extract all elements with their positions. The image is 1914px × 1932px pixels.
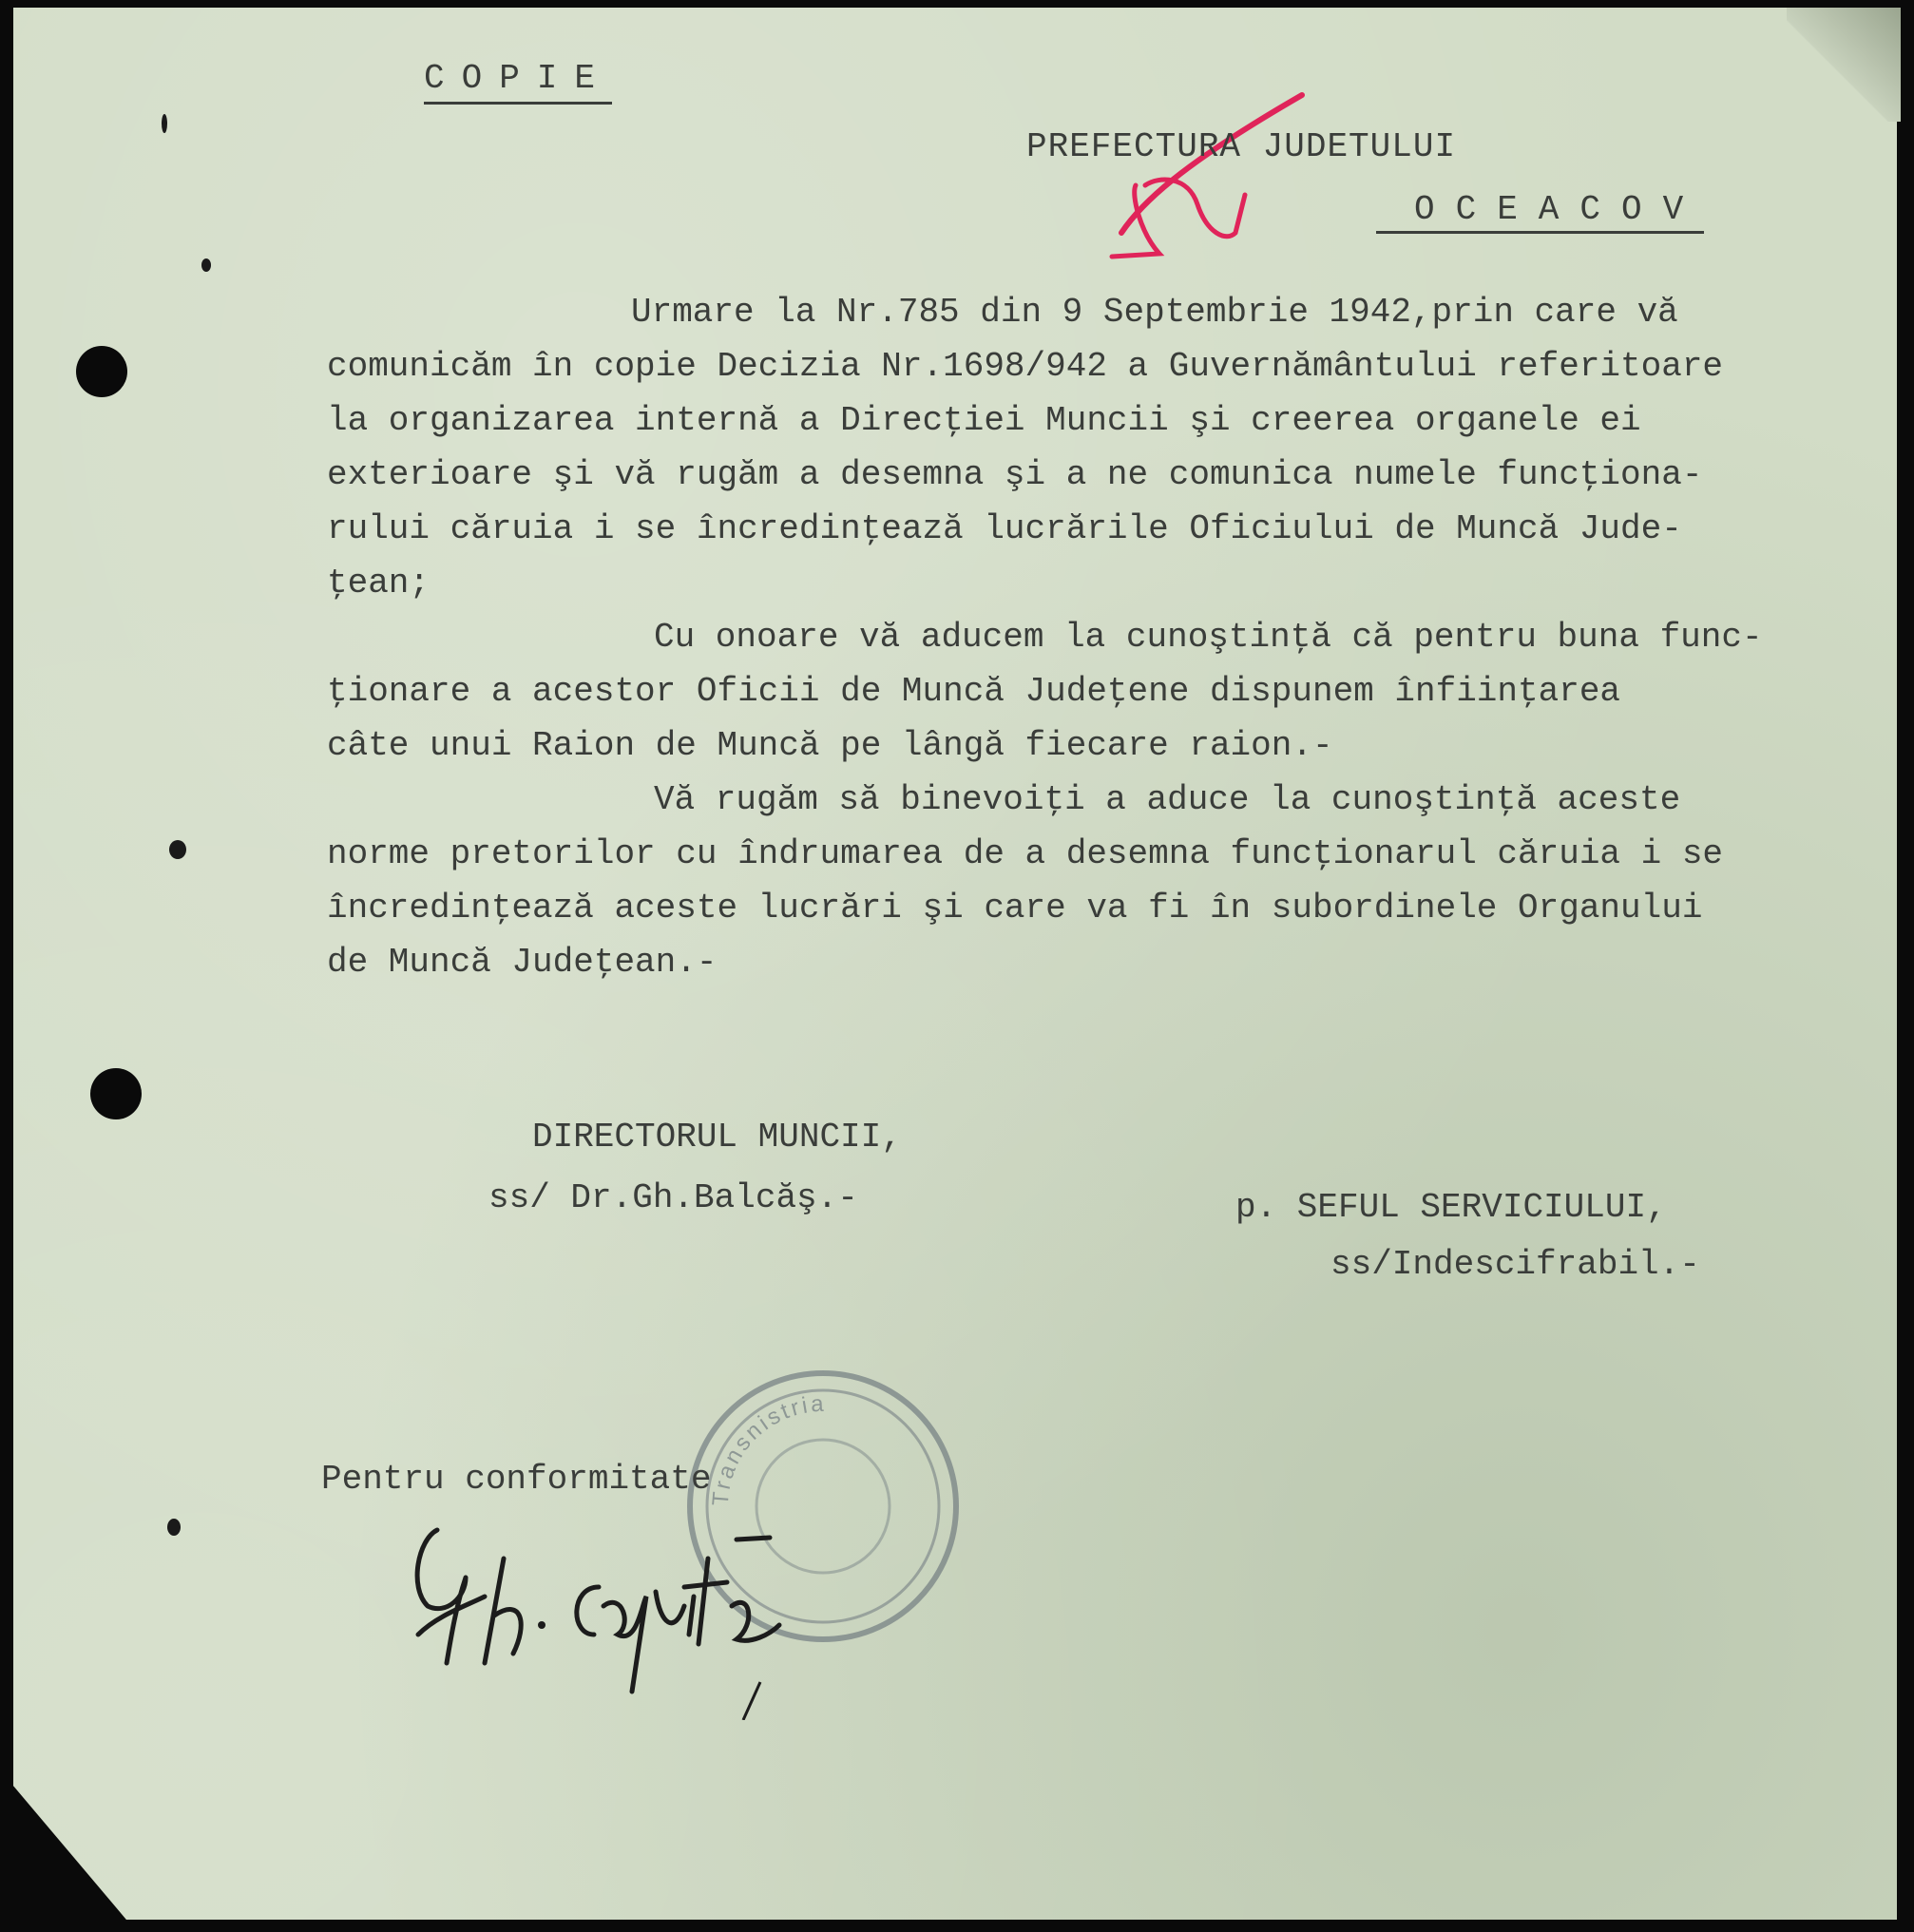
- handwritten-signature: [399, 1502, 798, 1720]
- svg-text:Transnistria: [708, 1391, 827, 1507]
- paragraph-line: rului căruia i se încredinţează lucrările Oficiului de Muncă Jude-: [327, 509, 1682, 548]
- document-header-label: COPIE: [424, 59, 612, 105]
- right-signatory-title: p. SEFUL SERVICIULUI,: [1235, 1188, 1667, 1227]
- paragraph-line: la organizarea internă a Direcţiei Muncii şi creerea organele ei: [327, 401, 1641, 440]
- paragraph-line: ţean;: [327, 564, 431, 603]
- paragraph-line: comunicăm în copie Decizia Nr.1698/942 a Guvernământului referitoare: [327, 347, 1724, 386]
- paragraph-line: norme pretorilor cu îndrumarea de a desemna funcţionarul căruia i se: [327, 834, 1724, 873]
- addressee-county: OCEACOV: [1376, 190, 1704, 234]
- ink-speck: [201, 258, 211, 272]
- folded-corner: [1787, 8, 1901, 122]
- paragraph-line: de Muncă Judeţean.-: [327, 943, 718, 982]
- ink-speck: [162, 114, 167, 133]
- left-signatory-name: ss/ Dr.Gh.Balcăş.-: [488, 1178, 858, 1217]
- paragraph-line: exterioare şi vă rugăm a desemna şi a ne comunica numele funcţiona-: [327, 455, 1703, 494]
- ink-speck: [167, 1519, 181, 1536]
- addressee-line-1: PREFECTURA JUDETULUI: [1026, 127, 1457, 166]
- punch-hole: [76, 346, 127, 397]
- paragraph-line: Vă rugăm să binevoiţi a aduce la cunoştinţă aceste: [654, 780, 1681, 819]
- paragraph-line: câte unui Raion de Muncă pe lângă fiecare raion.-: [327, 726, 1333, 765]
- paragraph-line: Urmare la Nr.785 din 9 Septembrie 1942,prin care vă: [631, 293, 1678, 332]
- stamp-text: Transnistria: [707, 1390, 828, 1507]
- left-signatory-title: DIRECTORUL MUNCII,: [532, 1118, 902, 1157]
- conformity-label: Pentru conformitate: [321, 1460, 712, 1499]
- right-signatory-name: ss/Indescifrabil.-: [1330, 1245, 1700, 1284]
- red-pencil-mark: [1102, 90, 1321, 271]
- paragraph-line: Cu onoare vă aducem la cunoştinţă că pentru buna func-: [654, 618, 1763, 657]
- punch-hole: [90, 1068, 142, 1119]
- paragraph-line: ţionare a acestor Oficii de Muncă Judeţene dispunem înfiinţarea: [327, 672, 1621, 711]
- ink-speck: [169, 840, 186, 859]
- paragraph-line: încredinţează aceste lucrări şi care va fi în subordinele Organului: [327, 889, 1703, 928]
- letter-body: [327, 285, 1904, 989]
